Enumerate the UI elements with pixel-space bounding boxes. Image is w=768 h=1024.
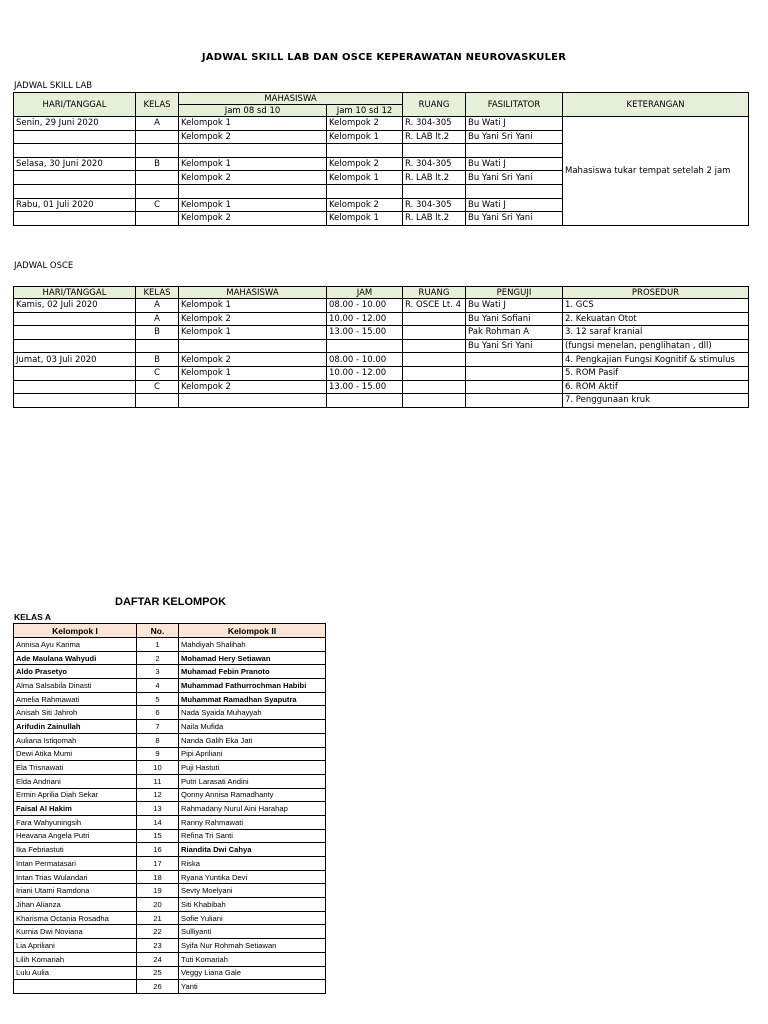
- osce-header-prosedur: PROSEDUR: [563, 287, 749, 299]
- cell-kelompok-2: Naila Mufida: [179, 720, 326, 734]
- cell-kelompok-2: Ranny Rahmawati: [179, 815, 326, 829]
- cell-kelompok-1: [14, 980, 137, 994]
- header-kelas: KELAS: [136, 93, 179, 117]
- cell-kelompok-2: Sulliyanti: [179, 925, 326, 939]
- cell-mahasiswa: [179, 394, 327, 408]
- table-row: [14, 665, 326, 679]
- table-row: [14, 747, 326, 761]
- table-row: [14, 952, 326, 966]
- table-row: [14, 117, 749, 131]
- table-row: [14, 884, 326, 898]
- cell-mahasiswa: Kelompok 2: [179, 380, 327, 394]
- cell-ruang: R. LAB lt.2: [403, 212, 466, 226]
- osce-header-penguji: PENGUJI: [466, 287, 563, 299]
- osce-header-jam: JAM: [327, 287, 403, 299]
- cell-penguji: [466, 380, 563, 394]
- cell-ruang: R. 304-305: [403, 157, 466, 171]
- cell-hari: Selasa, 30 Juni 2020: [14, 157, 136, 171]
- cell-ruang: [403, 394, 466, 408]
- cell-jam: [327, 339, 403, 353]
- cell-kelas: C: [136, 198, 179, 212]
- osce-table: [13, 286, 749, 408]
- header-mahasiswa: MAHASISWA: [179, 93, 403, 105]
- cell-kelompok-2: Refina Tri Santi: [179, 829, 326, 843]
- cell-hari: Jumat, 03 Juli 2020: [14, 353, 136, 367]
- table-row: [14, 980, 326, 994]
- table-row: [14, 394, 749, 408]
- cell-kelompok-2: Muhamad Febin Pranoto: [179, 665, 326, 679]
- cell-ruang: [403, 312, 466, 326]
- table-row: [14, 366, 749, 380]
- cell-kelompok-1: Amelia Rahmawati: [14, 692, 137, 706]
- cell-ruang: [403, 326, 466, 340]
- cell-hari: [14, 326, 136, 340]
- cell-kelas: B: [136, 326, 179, 340]
- cell-jam2: Kelompok 2: [327, 198, 403, 212]
- header-fasilitator: FASILITATOR: [466, 93, 563, 117]
- cell-kelas: C: [136, 366, 179, 380]
- cell-kelompok-1: Arifudin Zainullah: [14, 720, 137, 734]
- cell-no: 1: [137, 638, 179, 652]
- daftar-body: [14, 638, 326, 994]
- cell-mahasiswa: [179, 339, 327, 353]
- cell-ruang: R. 304-305: [403, 198, 466, 212]
- table-row: [14, 966, 326, 980]
- cell-kelompok-1: Jihan Alianza: [14, 898, 137, 912]
- cell-hari: [14, 184, 136, 198]
- daftar-table: [13, 623, 326, 994]
- cell-no: 5: [137, 692, 179, 706]
- cell-kelompok-1: Dewi Atika Mumi: [14, 747, 137, 761]
- cell-no: 14: [137, 815, 179, 829]
- cell-no: 23: [137, 939, 179, 953]
- cell-hari: [14, 171, 136, 185]
- cell-prosedur: 5. ROM Pasif: [563, 366, 749, 380]
- cell-no: 20: [137, 898, 179, 912]
- cell-mahasiswa: Kelompok 1: [179, 366, 327, 380]
- daftar-header-no: No.: [137, 624, 179, 638]
- cell-ruang: R. OSCE Lt. 4: [403, 299, 466, 313]
- cell-kelompok-1: Annisa Ayu Karima: [14, 638, 137, 652]
- table-row: [14, 843, 326, 857]
- header-keterangan: KETERANGAN: [563, 93, 749, 117]
- cell-ruang: R. 304-305: [403, 117, 466, 131]
- cell-no: 3: [137, 665, 179, 679]
- cell-kelompok-1: Ela Trisnawati: [14, 761, 137, 775]
- cell-mahasiswa: Kelompok 1: [179, 299, 327, 313]
- cell-kelas: A: [136, 312, 179, 326]
- cell-jam2: [327, 144, 403, 158]
- header-ruang: RUANG: [403, 93, 466, 117]
- table-row: [14, 925, 326, 939]
- cell-jam2: Kelompok 2: [327, 117, 403, 131]
- table-row: [14, 706, 326, 720]
- osce-header-mahasiswa: MAHASISWA: [179, 287, 327, 299]
- osce-body: [14, 299, 749, 408]
- cell-fasilitator: Bu Yani Sri Yani: [466, 130, 563, 144]
- daftar-header-k2: Kelompok II: [179, 624, 326, 638]
- cell-kelompok-1: Anisah Siti Jahroh: [14, 706, 137, 720]
- cell-ruang: [403, 339, 466, 353]
- cell-ruang: [403, 353, 466, 367]
- table-row: [14, 638, 326, 652]
- cell-kelas: A: [136, 299, 179, 313]
- cell-no: 6: [137, 706, 179, 720]
- skill-lab-label: JADWAL SKILL LAB: [14, 81, 93, 91]
- cell-hari: [14, 212, 136, 226]
- cell-kelompok-2: Mahdiyah Shalihah: [179, 638, 326, 652]
- cell-kelas: [136, 212, 179, 226]
- cell-penguji: [466, 394, 563, 408]
- cell-jam1: [179, 184, 327, 198]
- table-row: [14, 339, 749, 353]
- table-row: [14, 353, 749, 367]
- cell-fasilitator: Bu Yani Sri Yani: [466, 212, 563, 226]
- cell-ruang: R. LAB lt.2: [403, 130, 466, 144]
- table-row: [14, 829, 326, 843]
- cell-jam1: Kelompok 1: [179, 117, 327, 131]
- cell-jam2: [327, 184, 403, 198]
- cell-prosedur: 3. 12 saraf kranial: [563, 326, 749, 340]
- cell-kelompok-2: Rahmadany Nurul Aini Harahap: [179, 802, 326, 816]
- table-row: [14, 911, 326, 925]
- cell-penguji: Pak Rohman A: [466, 326, 563, 340]
- page-title: JADWAL SKILL LAB DAN OSCE KEPERAWATAN NEUROVASKULER: [201, 52, 567, 63]
- cell-kelompok-2: Muhammad Fathurrochman Habibi: [179, 679, 326, 693]
- cell-jam: 13.00 - 15.00: [327, 326, 403, 340]
- cell-kelas: [136, 144, 179, 158]
- cell-penguji: Bu Wati J: [466, 299, 563, 313]
- table-row: [14, 870, 326, 884]
- cell-no: 15: [137, 829, 179, 843]
- kelas-label: KELAS A: [14, 612, 51, 622]
- cell-ruang: [403, 144, 466, 158]
- cell-jam: 10.00 - 12.00: [327, 366, 403, 380]
- cell-kelompok-1: Heavana Angela Putri: [14, 829, 137, 843]
- cell-no: 26: [137, 980, 179, 994]
- cell-mahasiswa: Kelompok 2: [179, 353, 327, 367]
- cell-kelas: C: [136, 380, 179, 394]
- cell-no: 10: [137, 761, 179, 775]
- table-row: [14, 651, 326, 665]
- cell-kelompok-2: Ryana Yuntika Devi: [179, 870, 326, 884]
- cell-kelompok-2: Siti Khabibah: [179, 898, 326, 912]
- cell-kelas: [136, 171, 179, 185]
- cell-no: 11: [137, 774, 179, 788]
- cell-kelompok-2: Tuti Komariah: [179, 952, 326, 966]
- table-row: [14, 939, 326, 953]
- table-row: [14, 857, 326, 871]
- cell-no: 19: [137, 884, 179, 898]
- header-hari: HARI/TANGGAL: [14, 93, 136, 117]
- cell-kelompok-2: Syifa Nur Rohmah Setiawan: [179, 939, 326, 953]
- cell-kelompok-2: Mohamad Hery Setiawan: [179, 651, 326, 665]
- cell-penguji: Bu Yani Sri Yani: [466, 339, 563, 353]
- cell-jam: [327, 394, 403, 408]
- cell-kelompok-2: Putri Larasati Andini: [179, 774, 326, 788]
- cell-fasilitator: Bu Wati J: [466, 198, 563, 212]
- header-jam2: Jam 10 sd 12: [327, 105, 403, 117]
- cell-mahasiswa: Kelompok 2: [179, 312, 327, 326]
- cell-kelompok-2: Nada Syaida Muhayyah: [179, 706, 326, 720]
- cell-no: 8: [137, 733, 179, 747]
- table-row: [14, 774, 326, 788]
- osce-header-hari: HARI/TANGGAL: [14, 287, 136, 299]
- table-row: [14, 898, 326, 912]
- cell-fasilitator: Bu Wati J: [466, 157, 563, 171]
- cell-no: 18: [137, 870, 179, 884]
- cell-kelompok-2: Qonny Annisa Ramadhanty: [179, 788, 326, 802]
- cell-jam1: Kelompok 1: [179, 198, 327, 212]
- cell-jam2: Kelompok 2: [327, 157, 403, 171]
- cell-kelompok-1: Intan Permatasari: [14, 857, 137, 871]
- cell-penguji: Bu Yani Sofiani: [466, 312, 563, 326]
- cell-jam1: Kelompok 1: [179, 157, 327, 171]
- cell-ruang: R. LAB lt.2: [403, 171, 466, 185]
- cell-jam1: Kelompok 2: [179, 130, 327, 144]
- cell-jam2: Kelompok 1: [327, 130, 403, 144]
- header-jam1: Jam 08 sd 10: [179, 105, 327, 117]
- cell-ruang: [403, 366, 466, 380]
- cell-penguji: [466, 366, 563, 380]
- cell-kelompok-2: Riandita Dwi Cahya: [179, 843, 326, 857]
- table-row: [14, 788, 326, 802]
- cell-prosedur: 1. GCS: [563, 299, 749, 313]
- cell-no: 17: [137, 857, 179, 871]
- cell-kelompok-1: Ermin Aprilia Diah Sekar: [14, 788, 137, 802]
- cell-kelompok-1: Aldo Prasetyo: [14, 665, 137, 679]
- cell-no: 13: [137, 802, 179, 816]
- cell-hari: Kamis, 02 Juli 2020: [14, 299, 136, 313]
- osce-label: JADWAL OSCE: [14, 261, 74, 271]
- cell-jam: 08.00 - 10.00: [327, 299, 403, 313]
- cell-kelompok-1: Faisal Al Hakim: [14, 802, 137, 816]
- cell-kelompok-2: Sofie Yuliani: [179, 911, 326, 925]
- cell-kelompok-2: Yanti: [179, 980, 326, 994]
- cell-kelompok-1: Ade Maulana Wahyudi: [14, 651, 137, 665]
- cell-jam: 13.00 - 15.00: [327, 380, 403, 394]
- cell-prosedur: 6. ROM Aktif: [563, 380, 749, 394]
- cell-fasilitator: Bu Yani Sri Yani: [466, 171, 563, 185]
- cell-no: 4: [137, 679, 179, 693]
- cell-ruang: [403, 380, 466, 394]
- cell-no: 22: [137, 925, 179, 939]
- cell-kelompok-1: Iriani Utami Ramdona: [14, 884, 137, 898]
- cell-ruang: [403, 184, 466, 198]
- table-row: [14, 802, 326, 816]
- table-row: [14, 299, 749, 313]
- cell-kelas: [136, 184, 179, 198]
- cell-prosedur: 7. Penggunaan kruk: [563, 394, 749, 408]
- table-row: [14, 692, 326, 706]
- cell-jam2: Kelompok 1: [327, 212, 403, 226]
- cell-kelas: [136, 130, 179, 144]
- cell-kelompok-1: Alma Salsabila Dinasti: [14, 679, 137, 693]
- cell-keterangan: Mahasiswa tukar tempat setelah 2 jam: [563, 117, 749, 226]
- cell-kelas: [136, 394, 179, 408]
- cell-kelompok-2: Riska: [179, 857, 326, 871]
- cell-kelompok-1: Kharisma Octania Rosadha: [14, 911, 137, 925]
- cell-hari: [14, 130, 136, 144]
- cell-kelompok-1: Lia Apriliani: [14, 939, 137, 953]
- cell-fasilitator: [466, 184, 563, 198]
- cell-hari: [14, 394, 136, 408]
- table-row: [14, 326, 749, 340]
- cell-hari: Rabu, 01 Juli 2020: [14, 198, 136, 212]
- cell-kelompok-1: Lulu Aulia: [14, 966, 137, 980]
- cell-fasilitator: Bu Wati J: [466, 117, 563, 131]
- table-row: [14, 679, 326, 693]
- table-row: [14, 720, 326, 734]
- cell-no: 12: [137, 788, 179, 802]
- table-row: [14, 312, 749, 326]
- cell-jam: 08.00 - 10.00: [327, 353, 403, 367]
- cell-mahasiswa: Kelompok 1: [179, 326, 327, 340]
- cell-prosedur: 2. Kekuatan Otot: [563, 312, 749, 326]
- osce-header-kelas: KELAS: [136, 287, 179, 299]
- osce-header-ruang: RUANG: [403, 287, 466, 299]
- cell-kelompok-2: Nanda Galih Eka Jati: [179, 733, 326, 747]
- cell-no: 21: [137, 911, 179, 925]
- cell-prosedur: 4. Pengkajian Fungsi Kognitif & stimulus: [563, 353, 749, 367]
- cell-hari: [14, 339, 136, 353]
- cell-no: 24: [137, 952, 179, 966]
- cell-kelas: A: [136, 117, 179, 131]
- cell-no: 2: [137, 651, 179, 665]
- cell-kelompok-2: Sevty Moelyani: [179, 884, 326, 898]
- cell-hari: [14, 144, 136, 158]
- table-row: [14, 761, 326, 775]
- cell-kelompok-1: Intan Trias Wulandari: [14, 870, 137, 884]
- cell-kelompok-2: Puji Hastuti: [179, 761, 326, 775]
- cell-hari: Senin, 29 Juni 2020: [14, 117, 136, 131]
- cell-penguji: [466, 353, 563, 367]
- cell-jam1: [179, 144, 327, 158]
- cell-hari: [14, 312, 136, 326]
- daftar-header-k1: Kelompok I: [14, 624, 137, 638]
- cell-kelompok-1: Ika Febriastuti: [14, 843, 137, 857]
- cell-kelompok-1: Elda Andriani: [14, 774, 137, 788]
- cell-kelompok-1: Auliana Istiqomah: [14, 733, 137, 747]
- cell-kelas: B: [136, 157, 179, 171]
- cell-prosedur: (fungsi menelan, penglihatan , dll): [563, 339, 749, 353]
- cell-no: 25: [137, 966, 179, 980]
- cell-kelompok-1: Lilih Komariah: [14, 952, 137, 966]
- cell-kelompok-2: Pipi Apriliani: [179, 747, 326, 761]
- cell-kelompok-1: Kurnia Dwi Noviana: [14, 925, 137, 939]
- cell-fasilitator: [466, 144, 563, 158]
- skill-lab-table: [13, 92, 749, 226]
- cell-jam: 10.00 - 12.00: [327, 312, 403, 326]
- table-row: [14, 815, 326, 829]
- cell-kelas: B: [136, 353, 179, 367]
- cell-no: 7: [137, 720, 179, 734]
- daftar-title: DAFTAR KELOMPOK: [115, 596, 227, 608]
- skill-lab-body: [14, 117, 749, 226]
- table-row: [14, 733, 326, 747]
- cell-jam1: Kelompok 2: [179, 171, 327, 185]
- cell-jam1: Kelompok 2: [179, 212, 327, 226]
- cell-hari: [14, 380, 136, 394]
- cell-kelompok-1: Fara Wahyuningsih: [14, 815, 137, 829]
- table-row: [14, 380, 749, 394]
- cell-kelompok-2: Veggy Liana Gale: [179, 966, 326, 980]
- cell-kelas: [136, 339, 179, 353]
- cell-hari: [14, 366, 136, 380]
- cell-kelompok-2: Muhammat Ramadhan Syaputra: [179, 692, 326, 706]
- cell-no: 16: [137, 843, 179, 857]
- cell-no: 9: [137, 747, 179, 761]
- cell-jam2: Kelompok 1: [327, 171, 403, 185]
